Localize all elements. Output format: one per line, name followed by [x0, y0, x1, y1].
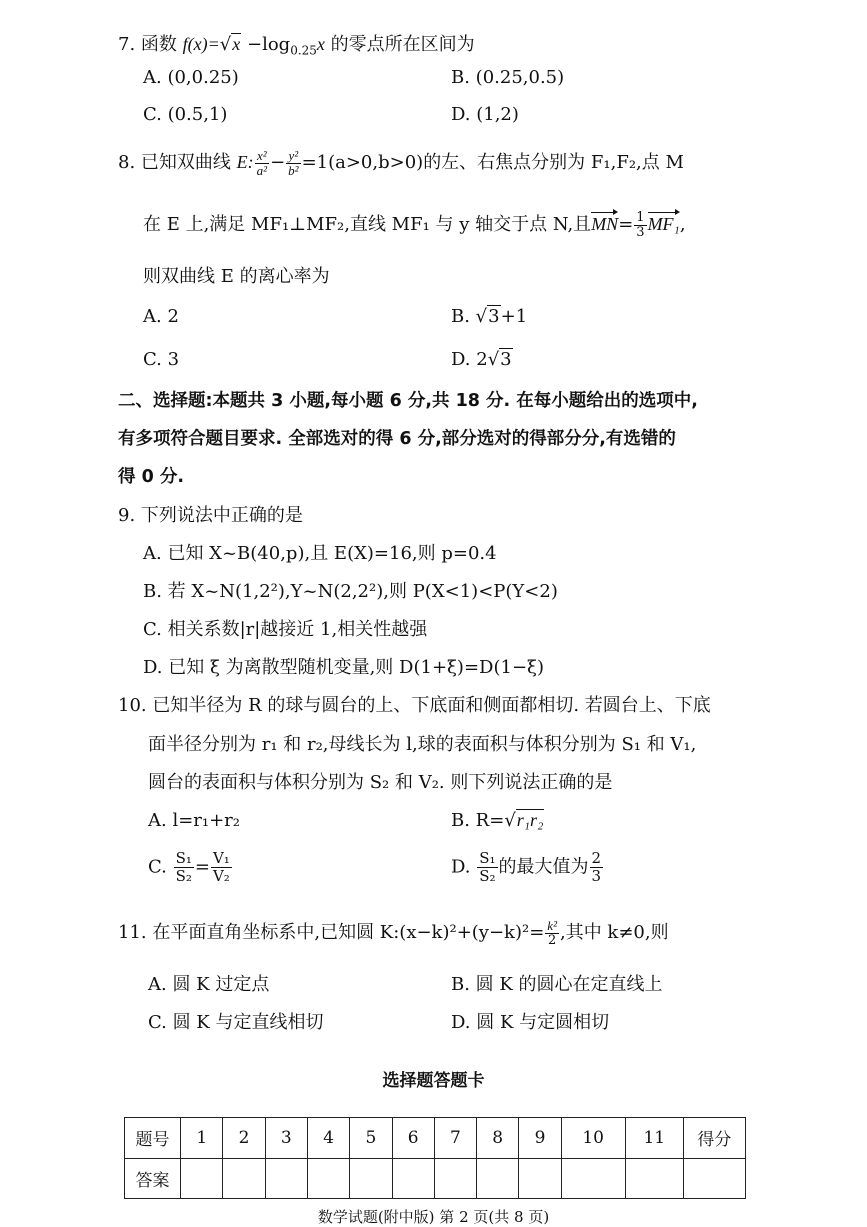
- header-cell: 6: [392, 1118, 434, 1159]
- answer-row-label: 答案: [125, 1158, 181, 1199]
- q9-option-a: A. 已知 X~B(40,p),且 E(X)=16,则 p=0.4: [143, 543, 497, 564]
- q10-option-b: B. R=√r₁r₂: [451, 810, 544, 831]
- q11-frac: $\frac{\text{k²}}{2}$: [547, 917, 557, 948]
- header-cell: 4: [307, 1118, 349, 1159]
- answer-card-table: [124, 1117, 746, 1199]
- answer-cell-2[interactable]: [223, 1158, 265, 1199]
- q7-log: −log: [247, 34, 291, 55]
- q8-condition: =1(a>0,b>0): [301, 152, 424, 173]
- q8-text1: 已知双曲线: [140, 152, 231, 173]
- section2-line2: 有多项符合题目要求. 全部选对的得 6 分,部分选对的得部分分,有选错的: [118, 429, 676, 449]
- q11-option-d: D. 圆 K 与定圆相切: [451, 1012, 610, 1033]
- answer-cell-4[interactable]: [307, 1158, 349, 1199]
- answer-card-answer-row: [125, 1158, 746, 1199]
- q8-text2: 的左、右焦点分别为 F₁,F₂,点 M: [423, 152, 684, 173]
- answer-cell-3[interactable]: [265, 1158, 307, 1199]
- q8-option-d: D. 2√3: [451, 349, 512, 370]
- answer-cell-8[interactable]: [477, 1158, 519, 1199]
- header-cell: 1: [181, 1118, 223, 1159]
- q10-option-a: A. l=r₁+r₂: [148, 810, 241, 831]
- q8-frac2: $\frac{\text{y²}}{\text{b²}}$: [288, 147, 299, 178]
- answer-card-title: 选择题答题卡: [382, 1071, 485, 1091]
- q8-number: 8.: [118, 152, 136, 173]
- answer-cell-9[interactable]: [519, 1158, 561, 1199]
- q10-option-d: D. $\frac{\text{S₁}}{\text{S₂}}$ 的最大值为 $\frac{2}{3}$: [451, 849, 602, 885]
- q9-stem: 9. 下列说法中正确的是: [118, 505, 303, 526]
- section2-line3: 得 0 分.: [118, 467, 185, 487]
- q7-number: 7.: [118, 34, 136, 55]
- q7-text-after: 的零点所在区间为: [330, 34, 475, 55]
- q9-option-b: B. 若 X~N(1,2²),Y~N(2,2²),则 P(X<1)<P(Y<2): [143, 581, 558, 602]
- answer-cell-11[interactable]: [625, 1158, 683, 1199]
- q11-option-a: A. 圆 K 过定点: [148, 974, 270, 995]
- q8-frac1: $\frac{\text{x²}}{\text{a²}}$: [256, 147, 268, 178]
- answer-cell-7[interactable]: [434, 1158, 476, 1199]
- q8-option-b: B. √3+1: [451, 306, 528, 327]
- q8-option-a: A. 2: [143, 306, 179, 327]
- q10-option-c: C. $\frac{\text{S₁}}{\text{S₂}}$ = $\frac{\text{V₁}}{\text{V₂}}$: [148, 849, 230, 885]
- q8-frac3: $\frac{1}{3}$: [636, 209, 645, 240]
- q7-sqrt-arg: x: [232, 34, 241, 54]
- q8-option-c: C. 3: [143, 349, 180, 370]
- answer-cell-6[interactable]: [392, 1158, 434, 1199]
- q11-option-c: C. 圆 K 与定直线相切: [148, 1012, 324, 1033]
- q10-line1: 10. 已知半径为 R 的球与圆台的上、下底面和侧面都相切. 若圆台上、下底: [118, 695, 711, 716]
- score-cell[interactable]: [683, 1158, 745, 1199]
- answer-card-header-row: [125, 1118, 746, 1159]
- header-cell: 7: [434, 1118, 476, 1159]
- header-cell: 9: [519, 1118, 561, 1159]
- header-cell: 5: [350, 1118, 392, 1159]
- sqrt-symbol: √: [475, 306, 488, 327]
- answer-cell-5[interactable]: [350, 1158, 392, 1199]
- header-cell-label: 题号: [125, 1118, 181, 1159]
- header-cell: 11: [625, 1118, 683, 1159]
- q7-option-c: C. (0.5,1): [143, 104, 228, 125]
- q11-option-b: B. 圆 K 的圆心在定直线上: [451, 974, 663, 995]
- q8-line3: 则双曲线 E 的离心率为: [143, 266, 330, 287]
- q7-option-a: A. (0,0.25): [143, 67, 239, 88]
- q8-vector-mn: MN: [591, 214, 619, 234]
- q7-log-base: 0.25: [290, 43, 317, 58]
- q10-line2: 面半径分别为 r₁ 和 r₂,母线长为 l,球的表面积与体积分别为 S₁ 和 V₁,: [148, 734, 697, 755]
- q8-line2: 在 E 上,满足 MF₁⊥MF₂,直线 MF₁ 与 y 轴交于点 N,且MN= $\frac{1}{3}$ MF₁,: [143, 209, 686, 240]
- sqrt-symbol: √: [219, 34, 232, 55]
- header-cell: 3: [265, 1118, 307, 1159]
- answer-cell-10[interactable]: [561, 1158, 625, 1199]
- page-footer: 数学试题(附中版) 第 2 页(共 8 页): [317, 1208, 550, 1226]
- q8-line1: 8. 已知双曲线 E: $\frac{\text{x²}}{\text{a²}}$ − $\frac{\text{y²}}{\text{b²}}$ =1(a>0,b>0)的左、右焦点分别为 F₁,F₂,点 M: [118, 147, 684, 178]
- q8-vector-mf1: MF₁: [647, 214, 680, 234]
- q7-log-arg: x: [316, 34, 325, 54]
- q7-option-d: D. (1,2): [451, 104, 519, 125]
- header-cell-score: 得分: [683, 1118, 745, 1159]
- answer-cell-1[interactable]: [181, 1158, 223, 1199]
- q9-option-c: C. 相关系数|r|越接近 1,相关性越强: [143, 619, 428, 640]
- q10-line3: 圆台的表面积与体积分别为 S₂ 和 V₂. 则下列说法正确的是: [148, 772, 613, 793]
- q11-line1: 11. 在平面直角坐标系中,已知圆 K:(x−k)²+(y−k)²= $\frac{\text{k²}}{2}$ ,其中 k≠0,则: [118, 917, 669, 948]
- section2-line1: 二、选择题:本题共 3 小题,每小题 6 分,共 18 分. 在每小题给出的选项中,: [118, 391, 698, 411]
- q9-option-d: D. 已知 ξ 为离散型随机变量,则 D(1+ξ)=D(1−ξ): [143, 657, 544, 678]
- q8-curve-name: E:: [236, 152, 254, 172]
- q7-func-lhs: f(x)=: [182, 34, 220, 54]
- sqrt-symbol: √: [487, 349, 500, 370]
- q7-stem: [118, 30, 475, 58]
- q7-option-b: B. (0.25,0.5): [451, 67, 565, 88]
- q7-text-before: 函数: [140, 34, 177, 55]
- header-cell: 8: [477, 1118, 519, 1159]
- sqrt-symbol: √: [504, 810, 516, 831]
- header-cell: 10: [561, 1118, 625, 1159]
- header-cell: 2: [223, 1118, 265, 1159]
